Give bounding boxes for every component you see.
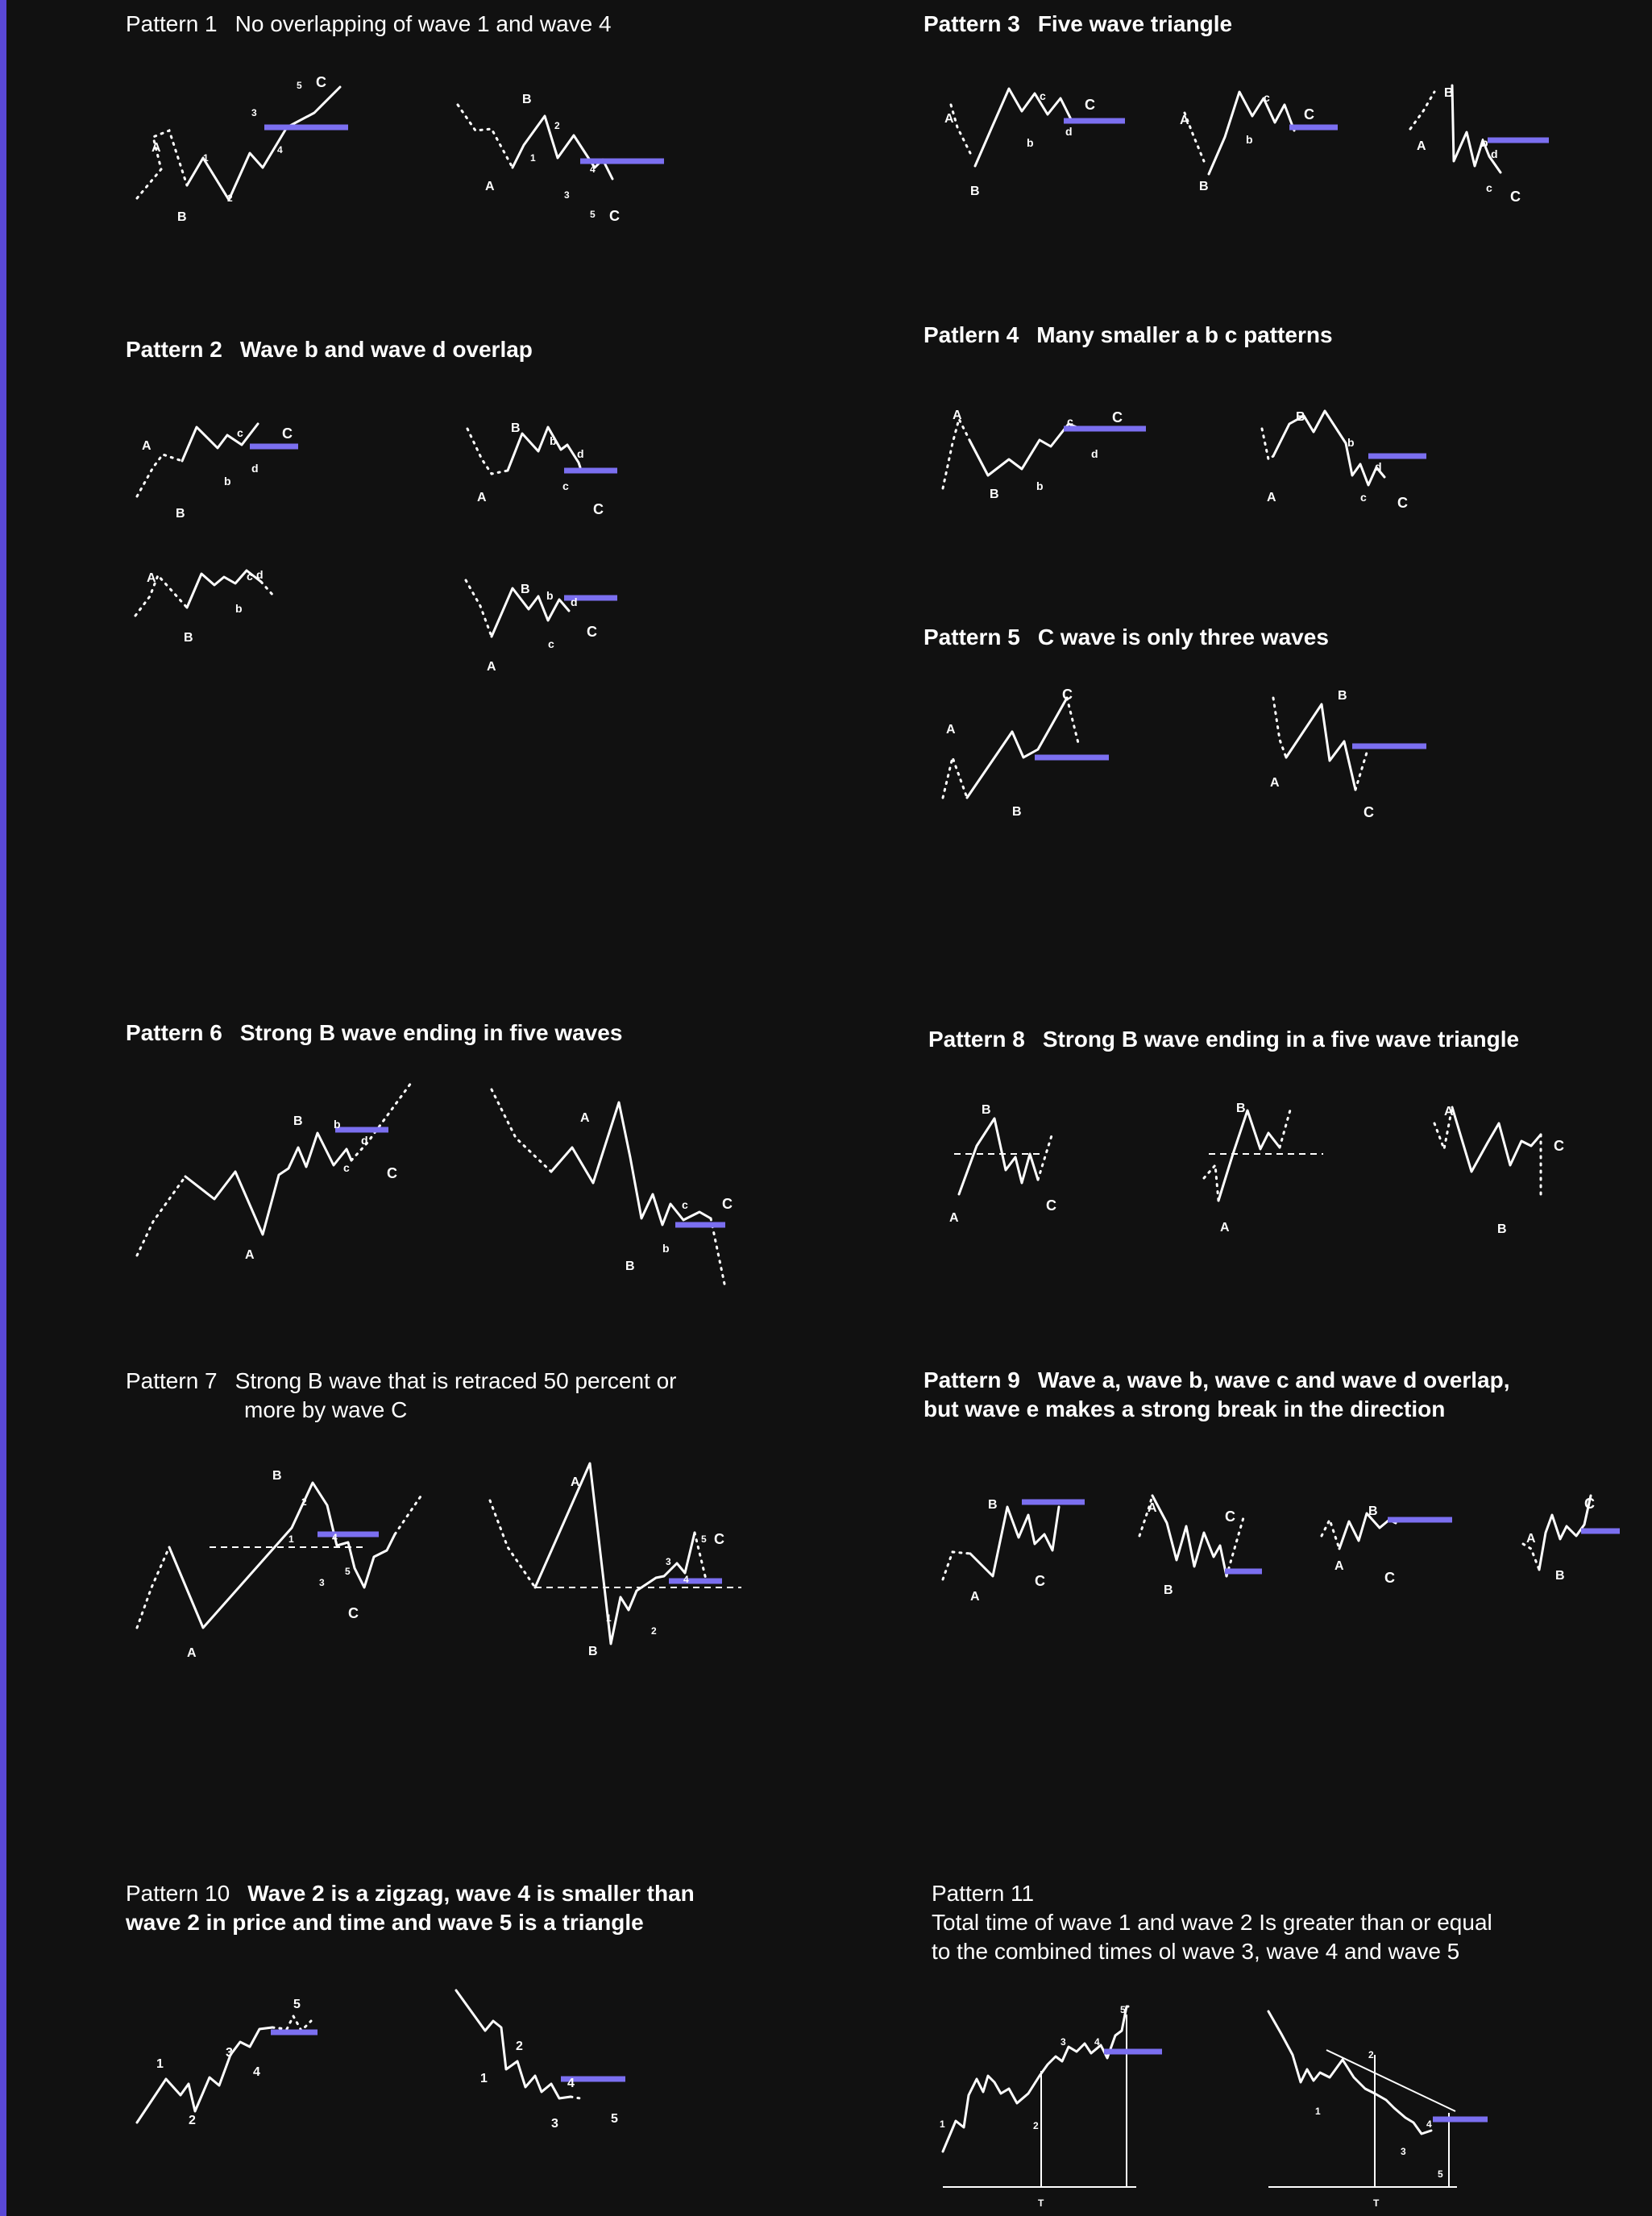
wave-label: C bbox=[282, 425, 293, 442]
wave-label: C bbox=[316, 74, 326, 90]
wave-label: d bbox=[1065, 125, 1073, 138]
wave-label: 5 bbox=[611, 2112, 618, 2126]
dotted-wave-line bbox=[458, 105, 513, 168]
wave-line bbox=[970, 424, 1077, 475]
wave-label: 2 bbox=[227, 193, 233, 204]
wave-chart-p7-1 bbox=[137, 1469, 422, 1660]
wave-label: C bbox=[609, 208, 620, 224]
wave-label: A bbox=[571, 1475, 580, 1489]
wave-chart-p3-1 bbox=[944, 89, 1125, 198]
wave-label: c bbox=[1040, 89, 1046, 102]
wave-line bbox=[967, 698, 1067, 798]
wave-line bbox=[1286, 704, 1355, 790]
wave-label: d bbox=[571, 595, 578, 608]
wave-label: A bbox=[187, 1646, 197, 1660]
dotted-wave-line bbox=[1273, 698, 1286, 757]
wave-line bbox=[137, 2027, 272, 2123]
wave-line bbox=[535, 1463, 695, 1644]
wave-chart-p11-1 bbox=[940, 2004, 1162, 2209]
wave-label: 5 bbox=[297, 80, 302, 91]
wave-label: 1 bbox=[203, 152, 209, 164]
wave-label: b bbox=[235, 602, 243, 615]
wave-label: d bbox=[256, 568, 264, 581]
wave-label: 5 bbox=[1438, 2168, 1443, 2180]
dotted-wave-line bbox=[943, 1552, 970, 1579]
wave-label: 1 bbox=[940, 2118, 945, 2130]
wave-label: 4 bbox=[253, 2065, 260, 2079]
wave-label: C bbox=[1062, 687, 1073, 703]
pattern-title: Wave b and wave d overlap bbox=[239, 337, 533, 362]
wave-label: b bbox=[662, 1242, 670, 1255]
wave-label: C bbox=[1035, 1573, 1045, 1589]
wave-label: B bbox=[521, 583, 530, 596]
pattern-title: Wave a, wave b, wave c and wave d overlap, bbox=[1037, 1367, 1510, 1392]
dotted-wave-line bbox=[135, 575, 187, 616]
wave-label: b bbox=[550, 434, 557, 447]
wave-label: c bbox=[562, 479, 569, 492]
wave-label: 2 bbox=[1033, 2120, 1039, 2131]
wave-label: 2 bbox=[301, 1496, 307, 1508]
wave-line bbox=[513, 116, 612, 179]
wave-label: 5 bbox=[1120, 2004, 1126, 2015]
wave-label: b bbox=[1036, 479, 1044, 492]
pattern-title-line2: wave 2 in price and time and wave 5 is a triangle bbox=[126, 1910, 644, 1935]
pattern-title: Strong B wave that is retraced 50 percent or bbox=[235, 1368, 677, 1393]
wave-label: 5 bbox=[345, 1566, 351, 1577]
wave-label: B bbox=[982, 1103, 991, 1117]
dotted-wave-line bbox=[261, 582, 274, 596]
wave-chart-p6-2 bbox=[492, 1089, 733, 1288]
wave-label: C bbox=[722, 1196, 733, 1212]
dotted-wave-line bbox=[1410, 92, 1434, 129]
wave-label: A bbox=[245, 1248, 255, 1262]
wave-label: 1 bbox=[1315, 2106, 1321, 2117]
wave-label: c bbox=[343, 1161, 350, 1174]
pattern-number: Pattern 6 bbox=[126, 1020, 222, 1045]
pattern-title-line2: to the combined times ol wave 3, wave 4 and wave 5 bbox=[932, 1939, 1460, 1964]
wave-line bbox=[1339, 1513, 1396, 1549]
wave-label: A bbox=[953, 409, 962, 422]
pattern-title: Total time of wave 1 and wave 2 Is greater than or equal bbox=[932, 1910, 1492, 1935]
wave-label: A bbox=[147, 571, 156, 585]
wave-label: 4 bbox=[567, 2077, 575, 2090]
wave-chart-p5-1 bbox=[943, 687, 1109, 819]
wave-label: 1 bbox=[606, 1612, 612, 1624]
wave-label: 1 bbox=[288, 1533, 294, 1545]
wave-label: 5 bbox=[590, 209, 596, 220]
wave-label: A bbox=[1270, 776, 1280, 790]
wave-chart-p9-3 bbox=[1322, 1504, 1452, 1586]
wave-label: B bbox=[1164, 1583, 1173, 1597]
dotted-wave-line bbox=[1523, 1544, 1539, 1570]
wave-label: A bbox=[1526, 1532, 1536, 1546]
wave-label: A bbox=[1220, 1221, 1230, 1235]
wave-label: C bbox=[1225, 1508, 1235, 1525]
wave-label: A bbox=[1417, 139, 1426, 153]
dotted-wave-line bbox=[395, 1494, 422, 1534]
wave-chart-p10-2 bbox=[456, 1990, 625, 2131]
pattern-number: Pattern 8 bbox=[928, 1027, 1025, 1052]
wave-chart-p9-4 bbox=[1523, 1496, 1620, 1583]
wave-line bbox=[187, 87, 340, 200]
pattern-number: Pattern 11 bbox=[932, 1881, 1035, 1906]
wave-label: B bbox=[272, 1469, 282, 1483]
wave-label: A bbox=[152, 141, 161, 155]
pattern-number: Pattern 9 bbox=[924, 1367, 1020, 1392]
wave-chart-p3-2 bbox=[1180, 91, 1338, 193]
wave-label: 3 bbox=[319, 1577, 325, 1588]
wave-line bbox=[959, 1118, 1038, 1194]
dotted-wave-line bbox=[943, 757, 967, 798]
wave-label: B bbox=[176, 507, 185, 521]
wave-label: A bbox=[949, 1211, 959, 1225]
wave-label: B bbox=[1338, 689, 1347, 703]
pattern-number: Pattern 1 bbox=[126, 11, 218, 36]
wave-line bbox=[1273, 411, 1384, 485]
wave-label: b bbox=[224, 475, 231, 488]
wave-label: C bbox=[714, 1531, 724, 1547]
wave-label: A bbox=[477, 491, 487, 504]
pattern-number: Pattern 5 bbox=[924, 625, 1020, 649]
wave-label: d bbox=[1491, 147, 1498, 160]
wave-label: A bbox=[142, 439, 152, 453]
wave-label: 4 bbox=[683, 1574, 689, 1585]
dotted-wave-line bbox=[137, 131, 187, 198]
wave-label: A bbox=[1267, 491, 1276, 504]
wave-label: b bbox=[1347, 436, 1355, 449]
wave-label: 5 bbox=[701, 1533, 707, 1545]
wave-label: 1 bbox=[530, 152, 536, 164]
wave-label: c bbox=[548, 637, 554, 650]
wave-line bbox=[1452, 1107, 1541, 1172]
wave-label: 3 bbox=[564, 189, 570, 201]
wave-label: C bbox=[1384, 1570, 1395, 1586]
pattern-title: C wave is only three waves bbox=[1037, 625, 1329, 649]
wave-label: 2 bbox=[1368, 2049, 1374, 2060]
wave-chart-p2-1 bbox=[137, 424, 298, 521]
wave-line bbox=[169, 1483, 395, 1628]
wave-label: B bbox=[293, 1114, 303, 1128]
wave-label: A bbox=[487, 660, 496, 674]
wave-label: B bbox=[625, 1259, 635, 1273]
dotted-wave-line bbox=[137, 1176, 185, 1255]
wave-chart-p1-1 bbox=[137, 74, 348, 224]
wave-line bbox=[970, 1507, 1059, 1576]
wave-label: C bbox=[593, 501, 604, 517]
pattern-title: Strong B wave ending in five waves bbox=[239, 1020, 623, 1045]
wave-label: d bbox=[1091, 447, 1098, 460]
pattern-number: Pattern 3 bbox=[924, 11, 1020, 36]
wave-label: B bbox=[184, 631, 193, 645]
wave-label: 4 bbox=[590, 164, 596, 175]
wave-line bbox=[1218, 1110, 1280, 1201]
wave-chart-p2-3 bbox=[135, 568, 274, 645]
wave-label: c bbox=[1360, 491, 1367, 504]
wave-label: B bbox=[1444, 86, 1454, 100]
wave-label: A bbox=[580, 1111, 590, 1125]
wave-label: C bbox=[1584, 1496, 1595, 1512]
wave-label: 3 bbox=[226, 2046, 233, 2060]
wave-label: C bbox=[1397, 495, 1408, 511]
wave-chart-p6-1 bbox=[137, 1083, 411, 1262]
wave-label: c bbox=[247, 570, 253, 583]
wave-label: c bbox=[237, 426, 243, 439]
wave-label: C bbox=[1085, 97, 1095, 113]
wave-chart-p8-2 bbox=[1204, 1102, 1323, 1235]
wave-line bbox=[492, 588, 569, 637]
wave-chart-p3-3 bbox=[1410, 85, 1549, 205]
pattern-number: Pattern 7 bbox=[126, 1368, 218, 1393]
wave-label: C bbox=[1112, 409, 1123, 425]
dotted-wave-line bbox=[1322, 1520, 1339, 1549]
wave-chart-p2-2 bbox=[467, 421, 617, 517]
wave-label: 2 bbox=[554, 120, 560, 131]
wave-label: b bbox=[1246, 133, 1253, 146]
dotted-wave-line bbox=[1204, 1165, 1218, 1201]
wave-chart-p7-2 bbox=[490, 1463, 741, 1658]
wave-label: A bbox=[1334, 1559, 1344, 1573]
wave-label: C bbox=[587, 624, 597, 640]
wave-line bbox=[1268, 2011, 1431, 2134]
wave-line bbox=[975, 89, 1072, 166]
wave-label: b bbox=[1027, 136, 1034, 149]
wave-label: B bbox=[988, 1498, 998, 1512]
wave-chart-p8-3 bbox=[1434, 1105, 1564, 1236]
wave-chart-p4-1 bbox=[943, 409, 1146, 501]
wave-label: B bbox=[177, 210, 187, 224]
pattern-title: Five wave triangle bbox=[1037, 11, 1233, 36]
wave-chart-p1-2 bbox=[458, 93, 664, 224]
wave-label: d bbox=[361, 1134, 368, 1147]
wave-label: 1 bbox=[156, 2057, 164, 2071]
wave-label: b bbox=[1481, 136, 1488, 149]
pattern-number: Patlern 4 bbox=[924, 322, 1019, 347]
wave-label: 4 bbox=[332, 1532, 338, 1543]
trend-line bbox=[1326, 2050, 1455, 2111]
wave-label: c bbox=[1264, 91, 1270, 104]
wave-label: c bbox=[1067, 415, 1073, 428]
wave-chart-p4-2 bbox=[1262, 410, 1426, 511]
wave-label: B bbox=[1199, 180, 1209, 193]
dotted-wave-line bbox=[1280, 1107, 1291, 1147]
wave-label: B bbox=[522, 93, 532, 106]
pattern-title: Many smaller a b c patterns bbox=[1036, 322, 1333, 347]
dotted-wave-line bbox=[1355, 753, 1367, 790]
wave-label: b bbox=[334, 1118, 341, 1131]
wave-chart-p9-2 bbox=[1139, 1496, 1262, 1597]
wave-line bbox=[185, 1133, 351, 1235]
pattern-number: Pattern 2 bbox=[126, 337, 222, 362]
dotted-wave-line bbox=[351, 1083, 411, 1160]
wave-label: T bbox=[1038, 2197, 1044, 2209]
dotted-wave-line bbox=[1038, 1133, 1052, 1180]
wave-label: B bbox=[970, 185, 980, 198]
wave-label: B bbox=[1296, 410, 1305, 424]
wave-label: A bbox=[946, 723, 956, 737]
pattern-title: Wave 2 is a zigzag, wave 4 is smaller than bbox=[247, 1881, 695, 1906]
wave-label: B bbox=[588, 1645, 598, 1658]
wave-chart-p11-2 bbox=[1268, 2011, 1488, 2209]
wave-label: C bbox=[1364, 804, 1374, 820]
dotted-wave-line bbox=[137, 454, 182, 496]
dotted-wave-line bbox=[1067, 698, 1078, 743]
wave-label: C bbox=[348, 1605, 359, 1621]
wave-label: B bbox=[1555, 1569, 1565, 1583]
wave-line bbox=[182, 424, 258, 461]
dotted-wave-line bbox=[466, 580, 492, 637]
wave-label: 3 bbox=[1401, 2146, 1406, 2157]
wave-label: C bbox=[1554, 1138, 1564, 1154]
pattern-number: Pattern 10 bbox=[126, 1881, 230, 1906]
wave-label: B bbox=[1012, 805, 1022, 819]
pattern-title-line2: more by wave C bbox=[244, 1397, 408, 1422]
dotted-wave-line bbox=[711, 1218, 725, 1288]
dotted-wave-line bbox=[467, 429, 508, 474]
wave-chart-p10-1 bbox=[137, 1998, 318, 2127]
wave-chart-p8-1 bbox=[949, 1103, 1056, 1225]
wave-label: 4 bbox=[277, 144, 283, 156]
wave-label: A bbox=[1444, 1105, 1454, 1118]
wave-label: d bbox=[577, 447, 584, 460]
wave-label: c bbox=[1486, 181, 1492, 194]
pattern-title-line2: but wave e makes a strong break in the direction bbox=[924, 1396, 1446, 1421]
dotted-wave-line bbox=[943, 419, 970, 488]
wave-line bbox=[1152, 1496, 1227, 1576]
wave-label: 4 bbox=[1094, 2036, 1100, 2048]
wave-label: 3 bbox=[551, 2117, 558, 2131]
wave-label: C bbox=[1510, 189, 1521, 205]
dotted-wave-line bbox=[1262, 429, 1273, 459]
dotted-wave-line bbox=[571, 2097, 580, 2098]
wave-line bbox=[456, 1990, 571, 2098]
wave-label: C bbox=[1304, 106, 1314, 122]
pattern-title: Strong B wave ending in a five wave triangle bbox=[1042, 1027, 1520, 1052]
wave-label: 2 bbox=[189, 2114, 196, 2127]
pattern-title: No overlapping of wave 1 and wave 4 bbox=[235, 11, 612, 36]
wave-label: 5 bbox=[293, 1998, 301, 2011]
wave-label: A bbox=[1180, 114, 1189, 127]
wave-label: 3 bbox=[666, 1556, 671, 1567]
dotted-wave-line bbox=[272, 2016, 311, 2031]
wave-chart-p5-2 bbox=[1270, 689, 1426, 820]
wave-label: B bbox=[1368, 1504, 1378, 1518]
wave-label: A bbox=[1148, 1501, 1157, 1515]
dotted-wave-line bbox=[492, 1089, 551, 1172]
wave-label: 4 bbox=[1426, 2118, 1432, 2130]
wave-label: 2 bbox=[516, 2040, 523, 2053]
wave-label: A bbox=[485, 180, 495, 193]
wave-label: B bbox=[1497, 1222, 1507, 1236]
wave-label: B bbox=[990, 488, 999, 501]
dotted-wave-line bbox=[951, 105, 970, 153]
wave-label: 3 bbox=[1061, 2036, 1066, 2048]
wave-label: d bbox=[251, 462, 259, 475]
wave-label: 1 bbox=[480, 2072, 488, 2085]
wave-label: B bbox=[511, 421, 521, 435]
wave-chart-p2-4 bbox=[466, 580, 617, 674]
wave-label: A bbox=[944, 112, 954, 126]
dotted-wave-line bbox=[490, 1500, 535, 1587]
wave-label: C bbox=[1046, 1197, 1056, 1214]
wave-label: C bbox=[387, 1165, 397, 1181]
wave-label: 3 bbox=[251, 107, 257, 118]
wave-label: c bbox=[682, 1198, 688, 1211]
wave-label: B bbox=[1236, 1102, 1246, 1115]
wave-label: 2 bbox=[651, 1625, 657, 1637]
wave-label: b bbox=[546, 589, 554, 602]
dotted-wave-line bbox=[137, 1547, 169, 1628]
wave-label: A bbox=[970, 1590, 980, 1604]
wave-label: d bbox=[1375, 460, 1382, 473]
wave-chart-p9-1 bbox=[943, 1498, 1085, 1604]
wave-label: T bbox=[1373, 2197, 1380, 2209]
